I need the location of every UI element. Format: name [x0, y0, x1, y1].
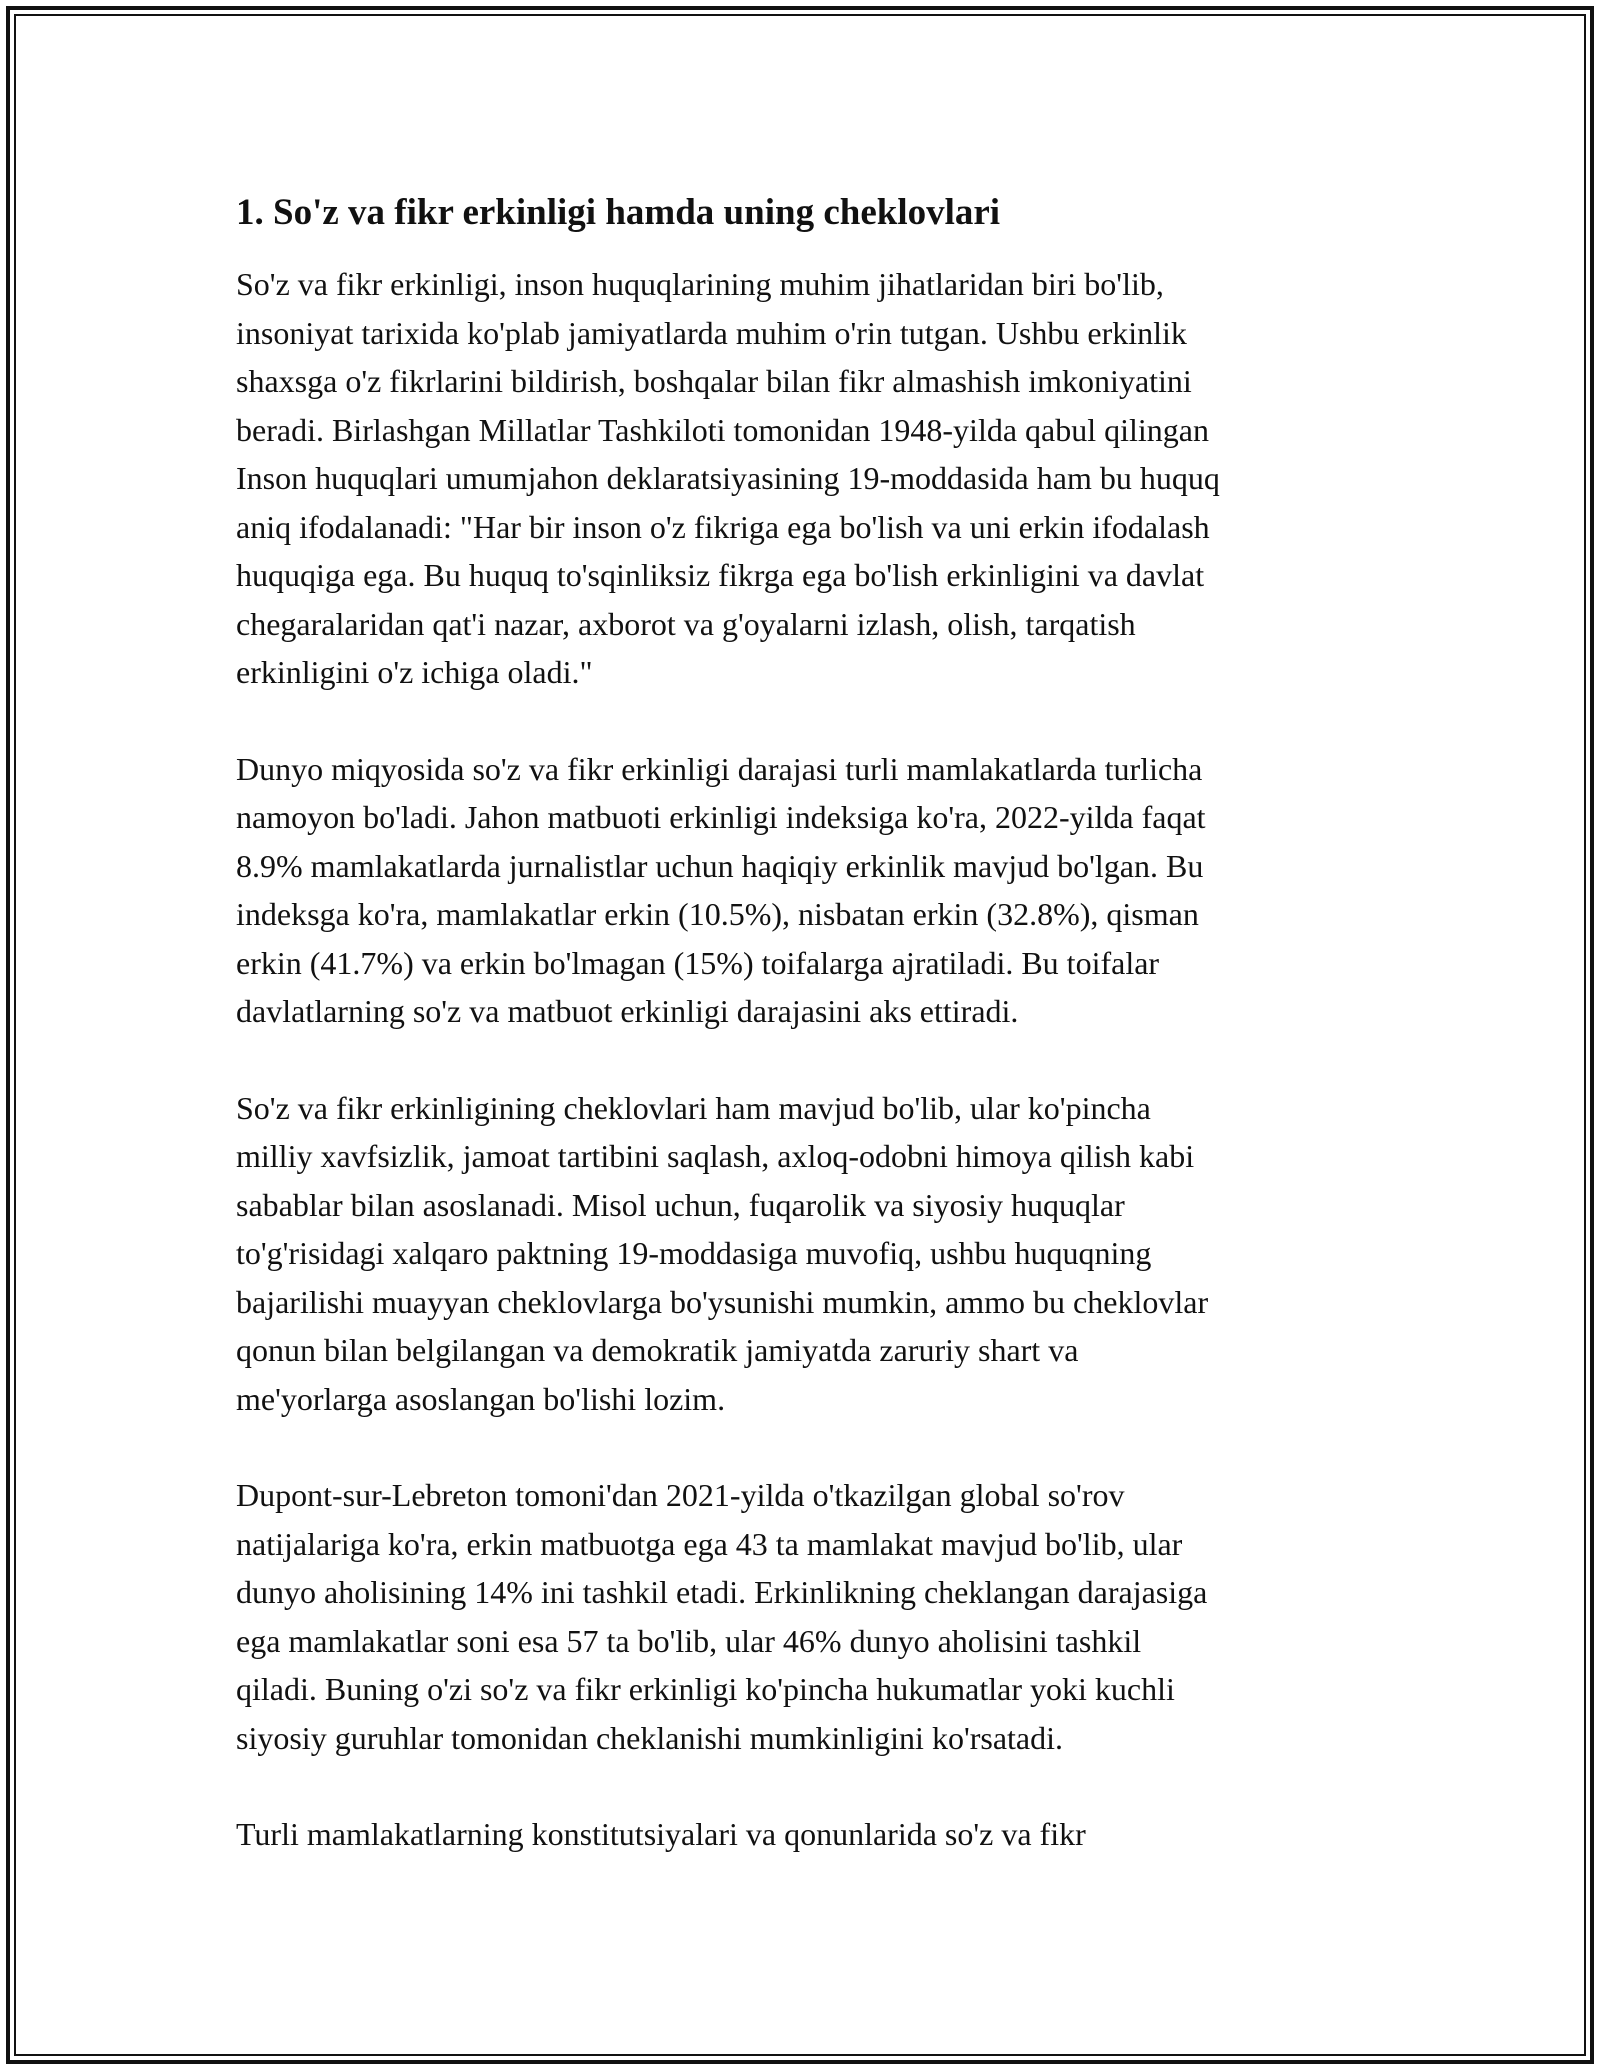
text-line: siyosiy guruhlar tomonidan cheklanishi mumkinligini ko'rsatadi.: [236, 1719, 1063, 1756]
text-line: erkin (41.7%) va erkin bo'lmagan (15%) toifalarga ajratiladi. Bu toifalar: [236, 944, 1160, 981]
text-line: Dupont-sur-Lebreton tomoni'dan 2021-yilda o'tkazilgan global so'rov: [236, 1477, 1125, 1513]
text-line: insoniyat tarixida ko'plab jamiyatlarda muhim o'rin tutgan. Ushbu erkinlik: [236, 314, 1187, 351]
text-line: dunyo aholisining 14% ini tashkil etadi. Erkinlikning cheklangan darajasiga: [236, 1574, 1208, 1610]
text-line: shaxsga o'z fikrlarini bildirish, boshqalar bilan fikr almashish imkoniyatini: [236, 363, 1192, 399]
text-line: 8.9% mamlakatlarda jurnalistlar uchun haqiqiy erkinlik mavjud bo'lgan. Bu: [236, 847, 1204, 884]
text-line: sabablar bilan asoslanadi. Misol uchun, fuqarolik va siyosiy huquqlar: [236, 1186, 1125, 1223]
text-line: huquqiga ega. Bu huquq to'sqinliksiz fikrga ega bo'lish erkinligini va davlat: [236, 557, 1205, 593]
text-line: qiladi. Buning o'zi so'z va fikr erkinligi ko'pincha hukumatlar yoki kuchli: [236, 1671, 1175, 1707]
paragraph: [236, 1471, 1386, 1762]
text-line: natijalariga ko'ra, erkin matbuotga ega 43 ta mamlakat mavjud bo'lib, ular: [236, 1525, 1183, 1562]
text-line: qonun bilan belgilangan va demokratik jamiyatda zaruriy shart va: [236, 1332, 1079, 1368]
text-line: namoyon bo'ladi. Jahon matbuoti erkinligi indeksiga ko'ra, 2022-yilda faqat: [236, 799, 1206, 835]
paragraph: [236, 1810, 1386, 1859]
document-body: [236, 188, 1386, 1907]
section-heading: 1. So'z va fikr erkinligi hamda uning cheklovlari: [236, 192, 1001, 233]
text-line: Turli mamlakatlarning konstitutsiyalari va qonunlarida so'z va fikr: [236, 1816, 1086, 1852]
paragraph: [236, 1084, 1386, 1424]
text-line: Inson huquqlari umumjahon deklaratsiyasining 19-moddasida ham bu huquq: [236, 460, 1220, 496]
text-line: beradi. Birlashgan Millatlar Tashkiloti tomonidan 1948-yilda qabul qilingan: [236, 411, 1209, 448]
text-line: erkinligini o'z ichiga oladi.": [236, 654, 593, 690]
text-line: So'z va fikr erkinligi, inson huquqlarining muhim jihatlaridan biri bo'lib,: [236, 266, 1164, 302]
paragraph-list: [236, 260, 1386, 1859]
text-line: chegaralaridan qat'i nazar, axborot va g'oyalarni izlash, olish, tarqatish: [236, 605, 1136, 642]
text-line: to'g'risidagi xalqaro paktning 19-moddasiga muvofiq, ushbu huquqning: [236, 1235, 1152, 1271]
text-line: davlatlarning so'z va matbuot erkinligi darajasini aks ettiradi.: [236, 993, 1019, 1029]
text-line: milliy xavfsizlik, jamoat tartibini saqlash, axloq-odobni himoya qilish kabi: [236, 1138, 1195, 1174]
text-line: ega mamlakatlar soni esa 57 ta bo'lib, ular 46% dunyo aholisini tashkil: [236, 1622, 1142, 1659]
text-line: So'z va fikr erkinligining cheklovlari ham mavjud bo'lib, ular ko'pincha: [236, 1089, 1151, 1126]
text-line: aniq ifodalanadi: "Har bir inson o'z fikriga ega bo'lish va uni erkin ifodalash: [236, 508, 1210, 545]
text-line: bajarilishi muayyan cheklovlarga bo'ysunishi mumkin, ammo bu cheklovlar: [236, 1283, 1209, 1320]
paragraph: [236, 260, 1386, 697]
text-line: Dunyo miqyosida so'z va fikr erkinligi darajasi turli mamlakatlarda turlicha: [236, 750, 1203, 787]
text-line: indeksga ko'ra, mamlakatlar erkin (10.5%), nisbatan erkin (32.8%), qisman: [236, 896, 1199, 932]
paragraph: [236, 745, 1386, 1036]
text-line: me'yorlarga asoslangan bo'lishi lozim.: [236, 1380, 726, 1417]
